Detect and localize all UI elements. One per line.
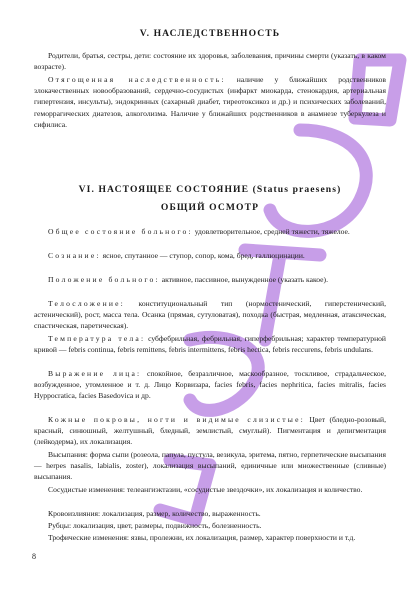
item-trophic-changes: Трофические изменения: язвы, пролежни, их локализация, размер, характер поверхности и т.д.: [48, 533, 356, 542]
text: ясное, спутанное — ступор, сопор, кома, бред, галлюцинации.: [100, 251, 305, 260]
term-burdened-heredity: Отягощенная наследственность:: [48, 75, 226, 84]
text: удовлетворительное, средней тяжести, тяжелое.: [192, 227, 350, 236]
item-body-build: [34, 298, 386, 332]
term: Положение больного:: [48, 275, 160, 284]
text-burdened-heredity: наличие у ближайших родственников злокачественных новообразований, сердечно-сосудистых (инфаркт миокарда, стенокардия, артериальная гипертензия, инсульты), эндокринных (сахарный диабет, тиреотоксикоз и др.) и психических заболеваний, геморрагических диатезов, алкоголизма. Наличие у ближайших родственников в анамнезе туберкулеза и сифилиса.: [34, 75, 386, 129]
paragraph-burdened-heredity: [34, 74, 386, 130]
item-vascular-changes: Сосудистые изменения: телеангиэктазии, «сосудистые звездочки», их локализация и количество.: [48, 485, 363, 494]
page-number: 8: [32, 552, 36, 561]
item-facial-expression: [34, 368, 386, 402]
term: Общее состояние больного:: [48, 227, 193, 236]
term: Кожные покровы, ногти и видимые слизистые:: [48, 415, 305, 424]
term: Температура тела:: [48, 334, 146, 343]
text: субфебрильная, фебрильная, гиперфебрильная; характер температурной кривой — febris continua, febris remittens, febris intermittens, febris hectica, febris reccurens, febris undulans.: [34, 334, 386, 355]
section-6-heading: VI. НАСТОЯЩЕЕ СОСТОЯНИЕ (Status praesens): [78, 184, 342, 195]
item-consciousness: [34, 250, 386, 261]
paragraph-relatives: Родители, братья, сестры, дети: состояние их здоровья, заболевания, причины смерти (указать, в каком возрасте).: [34, 51, 386, 72]
item-skin: [34, 414, 386, 448]
text: активное, пассивное, вынужденное (указать какое).: [159, 275, 328, 284]
item-rash: Высыпания: форма сыпи (розеола, папула, пустула, везикула, эритема, пятно, герпетические высыпания — herpes nasalis, labialis, zoster), локализация высыпаний, единичные или множественные (сливные) высыпания.: [34, 450, 386, 482]
item-general-condition: [34, 226, 386, 237]
item-hemorrhages: Кровоизлияния: локализация, размер, количество, выраженность.: [48, 509, 261, 518]
text: Цвет (бледно-розовый, красный, синюшный, желтушный, бледный, землистый, смуглый). Пигментация и депигментация (лейкодерма), их локализация.: [34, 415, 386, 447]
item-scars: Рубцы: локализация, цвет, размеры, подвижность, болезненность.: [48, 521, 262, 530]
text: спокойное, безразличное, маскообразное, тоскливое, страдальческое, возбужденное, утомленное и т. д. Лицо Корвизара, facies febris, facies nephritica, facies mitralis, facies Hyppocratica, facies Basedovica и др.: [34, 369, 386, 401]
item-body-temperature: [34, 333, 386, 355]
text: конституциональный тип (нормостенический, гиперстенический, астенический), рост, масса тела. Осанка (прямая, сутуловатая), походка (быстрая, медленная, атаксическая, спастическая, паретическая).: [34, 299, 386, 331]
item-position: [34, 274, 386, 285]
section-5-heading: V. НАСЛЕДСТВЕННОСТЬ: [139, 28, 281, 39]
term: Выражение лица:: [48, 369, 142, 378]
term: Телосложение:: [48, 299, 125, 308]
section-6-subheading: ОБЩИЙ ОСМОТР: [160, 202, 260, 213]
term: Сознание:: [48, 251, 101, 260]
